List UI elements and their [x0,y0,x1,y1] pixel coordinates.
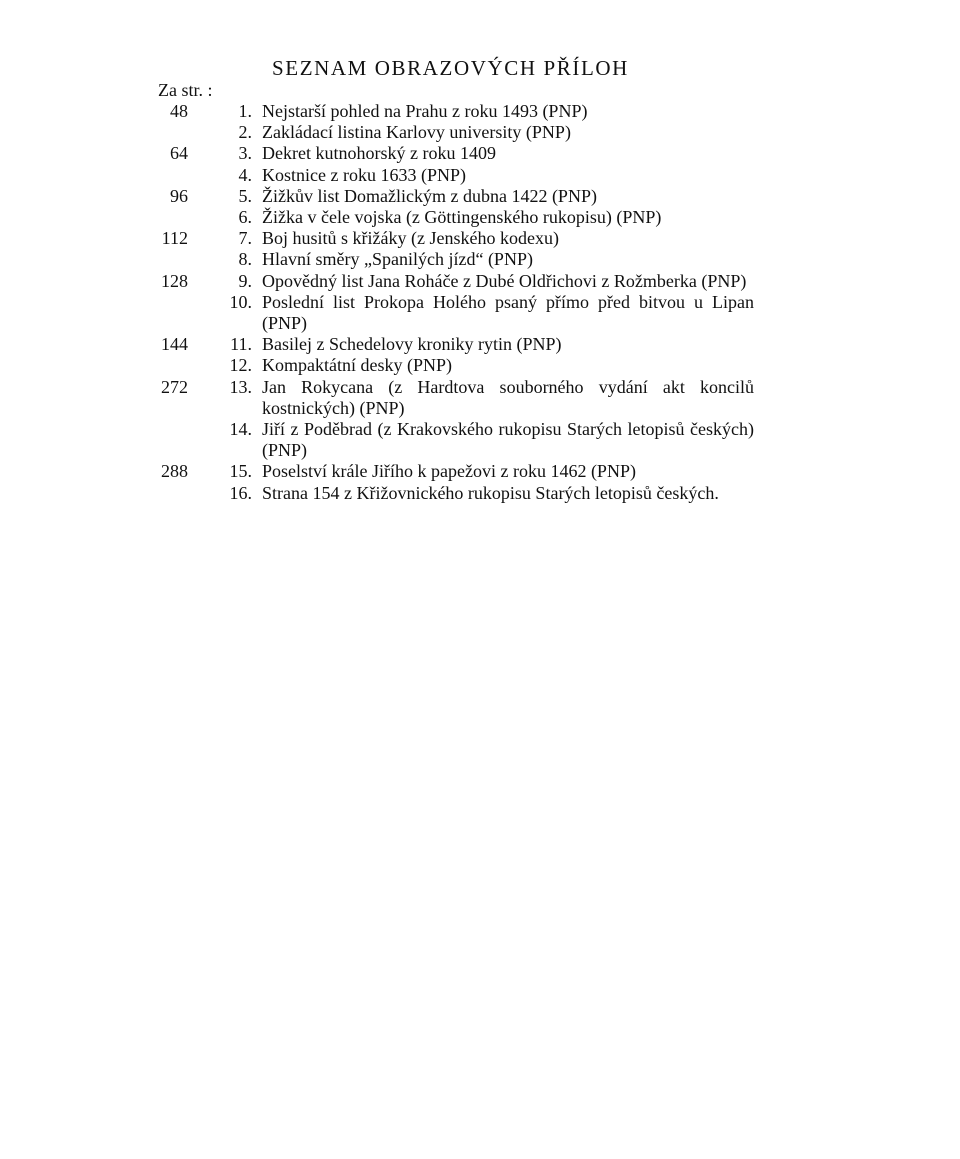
illustration-list [0,101,960,504]
entry-number: 13. [229,376,252,397]
list-item [0,143,960,164]
entry-caption: Boj husitů s křižáky (z Jenského kodexu) [262,228,559,249]
list-item [0,483,960,504]
list-item [0,271,960,292]
list-item [0,165,960,186]
entry-page-number: 288 [161,461,188,482]
list-item [0,122,960,143]
entry-number: 7. [238,228,252,249]
entry-number: 11. [230,334,252,355]
entry-number: 12. [229,355,252,376]
entry-number: 14. [229,419,252,440]
entry-caption: Jan Rokycana (z Hardtova souborného vydání akt koncilů kostnických) (PNP) [262,376,754,418]
entry-page-number: 144 [161,334,188,355]
entry-number: 2. [238,122,252,143]
entry-caption: Basilej z Schedelovy kroniky rytin (PNP) [262,334,562,355]
entry-caption: Dekret kutnohorský z roku 1409 [262,143,496,164]
entry-caption: Žižkův list Domažlickým z dubna 1422 (PNP) [262,185,597,206]
entry-number: 16. [229,482,252,503]
entry-caption: Zakládací listina Karlovy university (PNP) [262,122,571,143]
entry-caption: Poslední list Prokopa Holého psaný přímo před bitvou u Lipan (PNP) [262,291,754,334]
entry-number: 10. [229,291,252,312]
entry-caption: Opovědný list Jana Roháče z Dubé Oldřichovi z Rožmberka (PNP) [262,270,747,291]
entry-number: 1. [238,101,252,121]
entry-page-number: 64 [170,143,188,164]
entry-caption: Nejstarší pohled na Prahu z roku 1493 (PNP) [262,101,588,121]
list-item [0,228,960,249]
entry-number: 5. [238,185,252,206]
list-item [0,207,960,228]
list-item [0,292,960,334]
entry-page-number: 112 [161,228,188,249]
page-column-header: Za str. : [158,80,213,100]
entry-caption: Jiří z Poděbrad (z Krakovského rukopisu Starých letopisů českých) (PNP) [262,419,754,461]
entry-page-number: 96 [170,185,188,206]
entry-caption: Strana 154 z Křižovnického rukopisu Starých letopisů českých. [262,482,719,503]
list-item [0,101,960,122]
entry-caption: Kompaktátní desky (PNP) [262,355,452,376]
entry-page-number: 128 [161,270,188,291]
list-item [0,249,960,270]
entry-caption: Kostnice z roku 1633 (PNP) [262,164,466,185]
entry-page-number: 48 [170,101,188,121]
entry-number: 6. [238,207,252,228]
entry-number: 9. [238,270,252,291]
list-item [0,186,960,207]
list-item [0,419,960,461]
list-item [0,355,960,376]
list-item [0,461,960,482]
page-title: SEZNAM OBRAZOVÝCH PŘÍLOH [272,56,629,80]
list-item [0,377,960,419]
entry-number: 15. [229,461,252,482]
entry-number: 3. [238,143,252,164]
entry-number: 4. [238,164,252,185]
entry-caption: Žižka v čele vojska (z Göttingenského rukopisu) (PNP) [262,207,662,228]
entry-number: 8. [238,249,252,270]
list-item [0,334,960,355]
entry-caption: Hlavní směry „Spanilých jízd“ (PNP) [262,249,533,270]
entry-caption: Poselství krále Jiřího k papežovi z roku 1462 (PNP) [262,461,636,482]
entry-page-number: 272 [161,376,188,397]
